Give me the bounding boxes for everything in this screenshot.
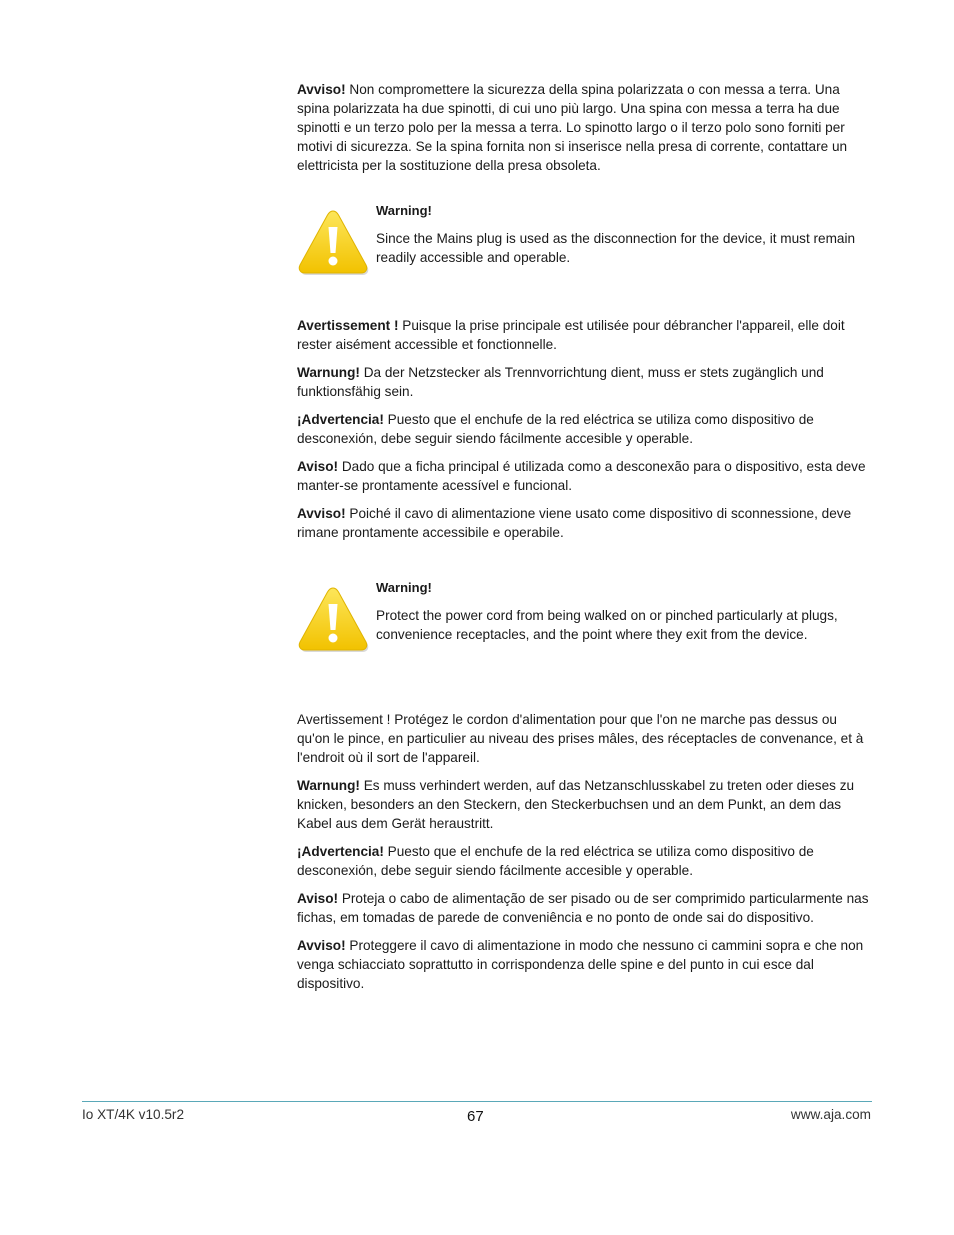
paragraph-label: ¡Advertencia! xyxy=(297,844,384,859)
paragraph-text: Avertissement ! Protégez le cordon d'alimentation pour que l'on ne marche pas dessus ou qu'on le pince, en particulier au niveau des prises mâles, des réceptacles de convenance, et à l'endroit où il sort de l'appareil. xyxy=(297,712,864,765)
paragraph-aviso-cord xyxy=(297,889,871,927)
paragraph-label: Aviso! xyxy=(297,459,339,474)
paragraph-text: Es muss verhindert werden, auf das Netzanschlusskabel zu treten oder dieses zu knicken, besonders an den Steckern, den Steckerbuchsen und an dem Punkt, an dem das Kabel aus dem Gerät heraustritt. xyxy=(297,778,855,831)
paragraph-label: Warnung! xyxy=(297,778,360,793)
paragraph-text: Da der Netzstecker als Trennvorrichtung dient, muss er stets zugänglich und funktionsfähig sein. xyxy=(297,365,824,399)
paragraph-avviso-mains xyxy=(297,504,871,542)
paragraph-warnung-mains xyxy=(297,363,871,401)
warning-block-cord xyxy=(297,578,871,710)
paragraph-text: Non compromettere la sicurezza della spina polarizzata o con messa a terra. Una spina polarizzata ha due spinotti, di cui uno più largo. Una spina con messa a terra ha due spinotti e un terzo polo per la messa a terra. Lo spinotto largo o il terzo polo sono forniti per motivi di sicurezza. Se la spina fornita non si inserisce nella presa di corrente, contattare un elettricista per la sostituzione della presa obsoleta. xyxy=(297,82,848,173)
warning-body: Protect the power cord from being walked on or pinched particularly at plugs, convenience receptacles, and the point where they exit from the device. xyxy=(376,608,838,642)
paragraph-warnung-cord xyxy=(297,776,871,833)
paragraph-aviso-mains xyxy=(297,457,871,495)
warning-body: Since the Mains plug is used as the disconnection for the device, it must remain readily accessible and operable. xyxy=(376,231,856,265)
paragraph-text: Puisque la prise principale est utilisée pour débrancher l'appareil, elle doit rester aisément accessible et fonctionnelle. xyxy=(297,318,845,352)
paragraph-label: Aviso! xyxy=(297,891,339,906)
paragraph-text: Proteggere il cavo di alimentazione in modo che nessuno ci cammini sopra e che non venga schiacciato soprattutto in corrispondenza delle spine e del punto in cui esce dal dispositivo. xyxy=(297,938,864,991)
warning-title: Warning! xyxy=(376,203,432,218)
warning-content-mains xyxy=(376,201,871,267)
footer-page-number: 67 xyxy=(467,1108,484,1125)
paragraph-text: Poiché il cavo di alimentazione viene usato come dispositivo di sconnessione, deve rimane prontamente accessibile e operabile. xyxy=(297,506,852,540)
warning-title: Warning! xyxy=(376,580,432,595)
footer-website-link[interactable]: www.aja.com xyxy=(790,1107,871,1122)
footer-rule xyxy=(82,1101,872,1102)
paragraph-label: Warnung! xyxy=(297,365,360,380)
paragraph-avertissement-cord xyxy=(297,710,871,767)
paragraph-advertencia-cord xyxy=(297,842,871,880)
paragraph-label: Avviso! xyxy=(297,82,346,97)
warning-triangle-icon xyxy=(297,584,369,654)
paragraph-text: Puesto que el enchufe de la red eléctrica se utiliza como dispositivo de desconexión, debe seguir siendo fácilmente accesible y operable. xyxy=(297,844,814,878)
paragraph-label: Avviso! xyxy=(297,938,346,953)
footer-product-version: Io XT/4K v10.5r2 xyxy=(82,1107,185,1122)
paragraph-avviso-plug xyxy=(297,80,871,175)
paragraph-text: Dado que a ficha principal é utilizada como a desconexão para o dispositivo, esta deve manter-se prontamente acessível e funcional. xyxy=(297,459,866,493)
paragraph-label: Avertissement ! xyxy=(297,318,399,333)
paragraph-advertencia-mains xyxy=(297,410,871,448)
warning-content-cord xyxy=(376,578,871,644)
paragraph-label: Avviso! xyxy=(297,506,346,521)
paragraph-avviso-cord xyxy=(297,936,871,993)
page-content xyxy=(297,80,871,1002)
paragraph-text: Puesto que el enchufe de la red eléctrica se utiliza como dispositivo de desconexión, debe seguir siendo fácilmente accesible y operable. xyxy=(297,412,814,446)
paragraph-avertissement-mains xyxy=(297,316,871,354)
paragraph-text: Proteja o cabo de alimentação de ser pisado ou de ser comprimido particularmente nas fichas, em tomadas de parede de conveniência e no ponto de onde sai do dispositivo. xyxy=(297,891,869,925)
warning-triangle-icon xyxy=(297,207,369,277)
paragraph-label: ¡Advertencia! xyxy=(297,412,384,427)
